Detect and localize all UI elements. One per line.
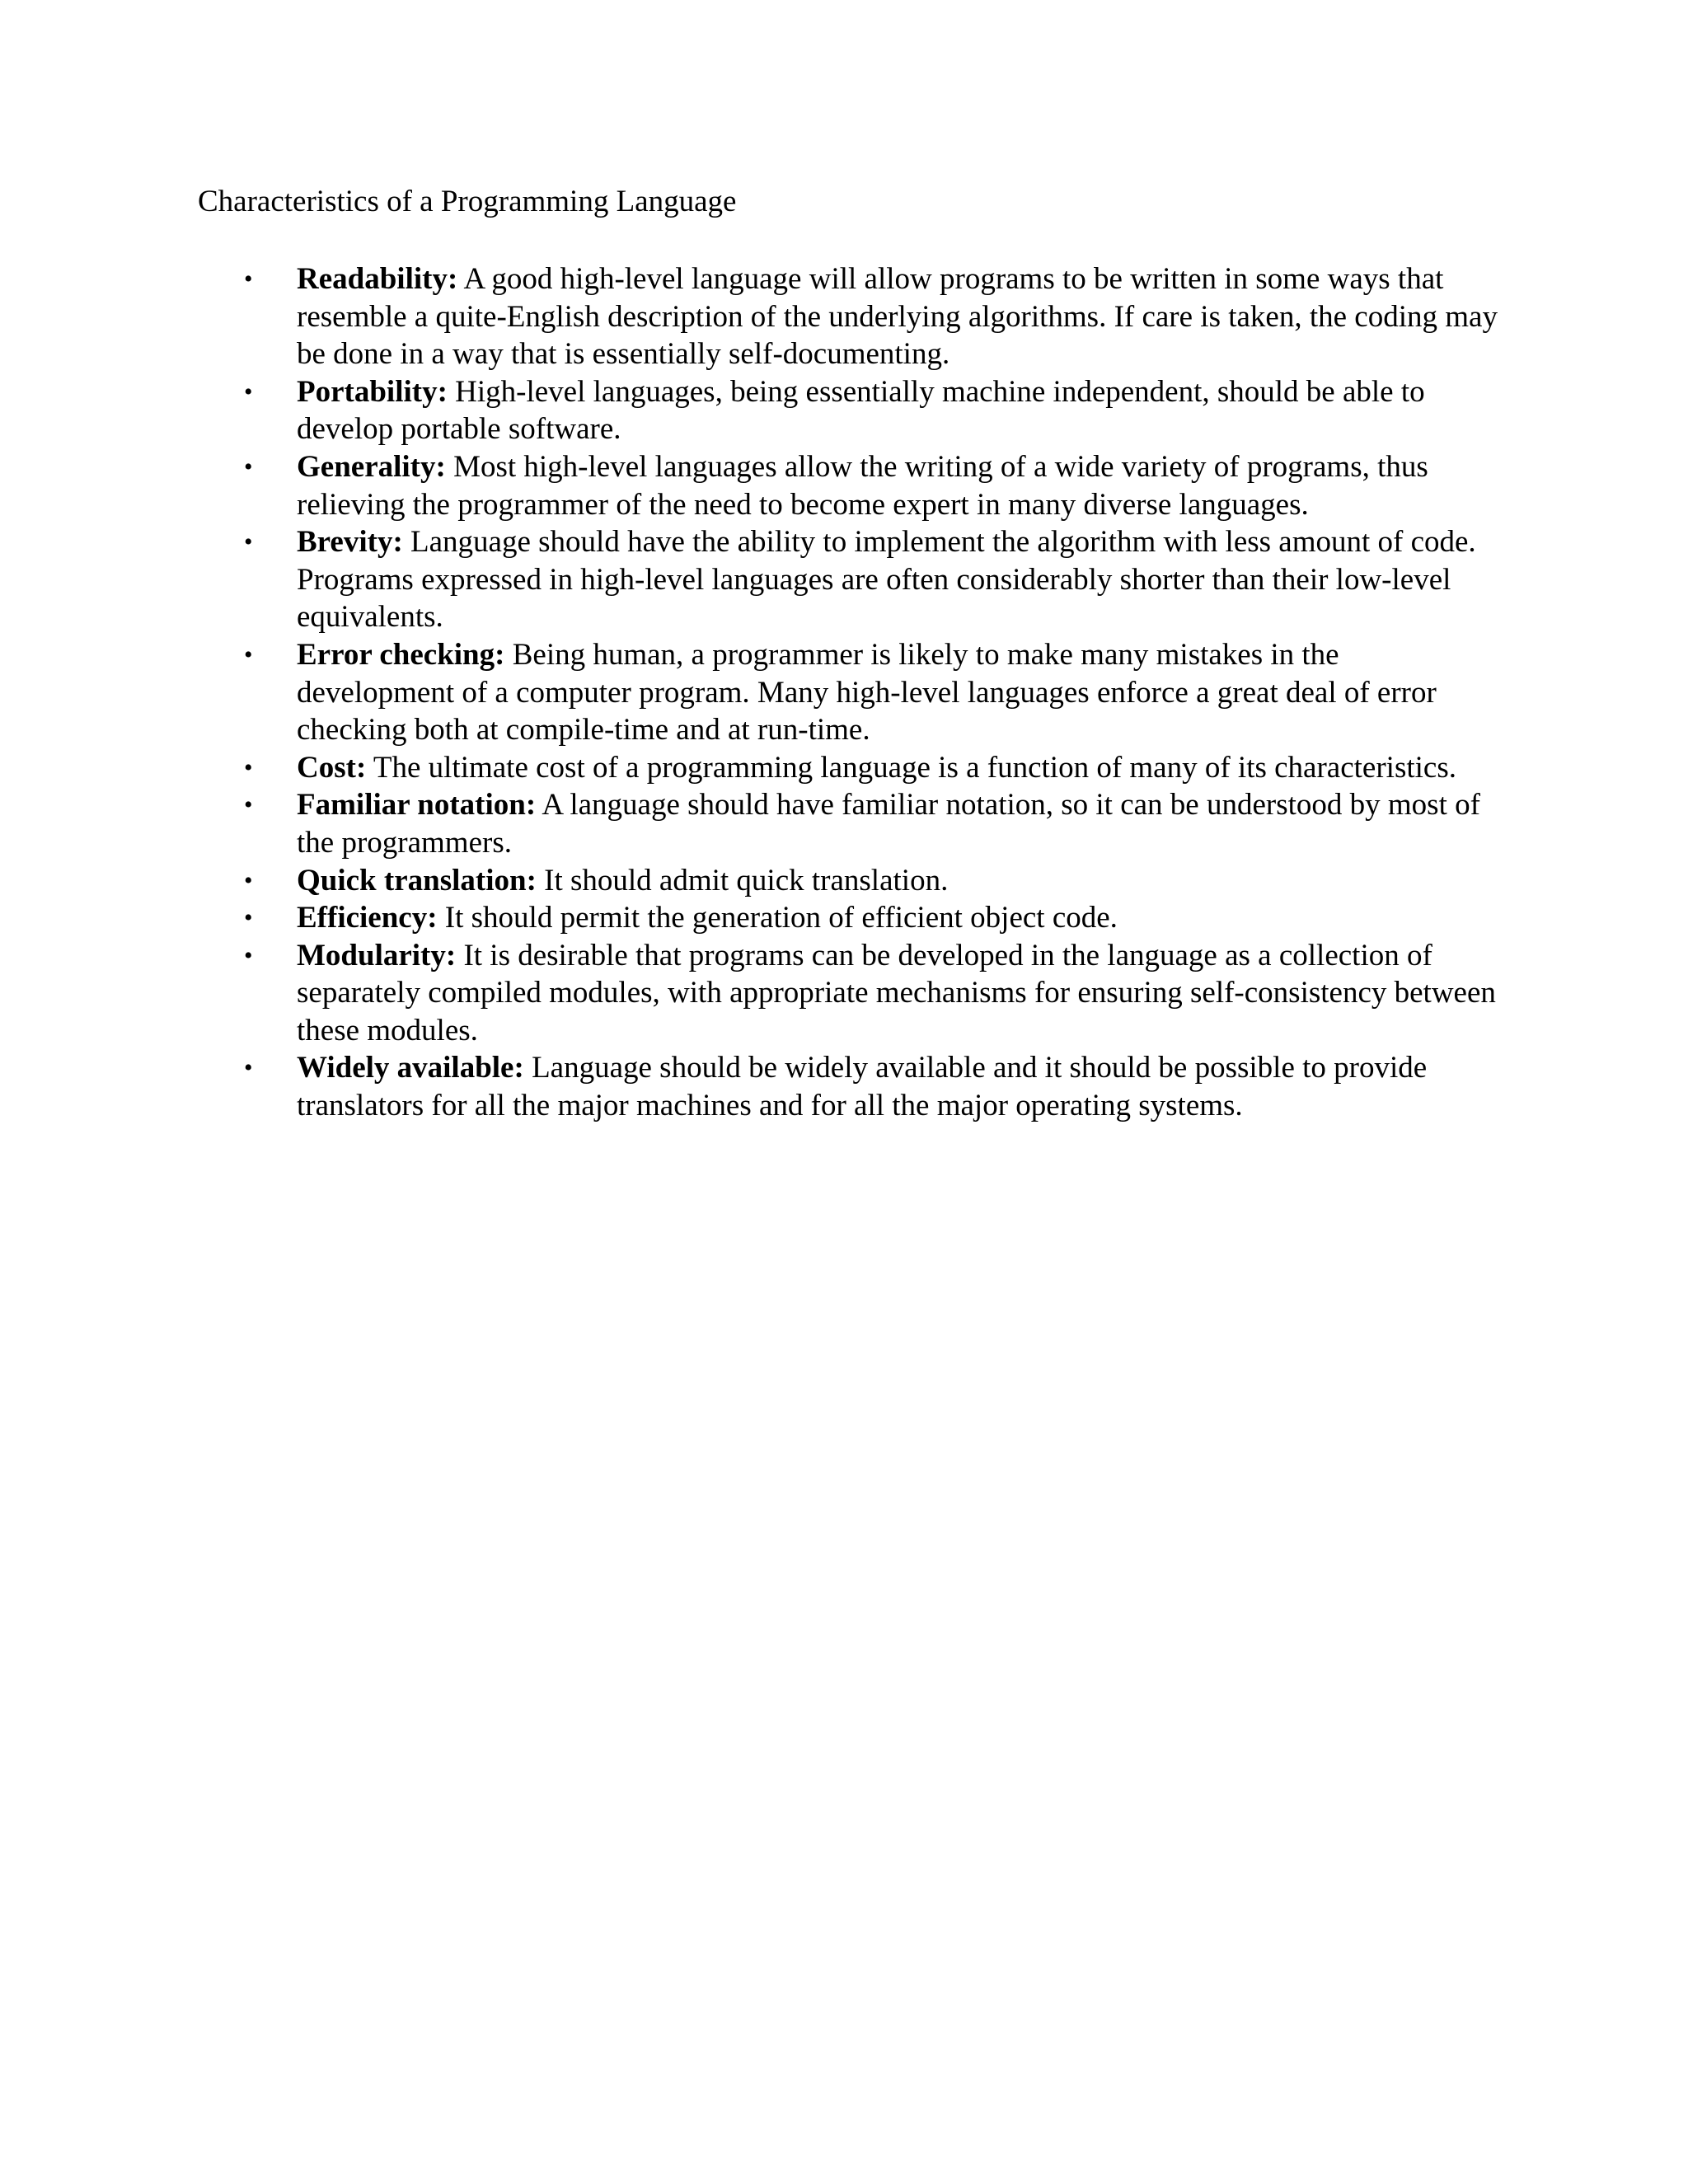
list-item-cost <box>198 749 1500 787</box>
item-description: Language should have the ability to implement the algorithm with less amount of code. Programs expressed in high-level languages are often considerably shorter than their low-level equivalents. <box>297 525 1476 635</box>
list-item-generality <box>198 448 1500 523</box>
list-item-brevity <box>198 523 1500 636</box>
bullet-icon: • <box>244 941 253 969</box>
list-item-portability <box>198 373 1500 448</box>
list-item-familiar-notation <box>198 786 1500 861</box>
characteristics-list <box>198 260 1500 1125</box>
item-term: Efficiency: <box>297 901 438 935</box>
list-item-readability <box>198 260 1500 373</box>
item-description: A language should have familiar notation, so it can be understood by most of the programmers. <box>297 788 1480 860</box>
list-item-widely-available <box>198 1049 1500 1124</box>
item-description: The ultimate cost of a programming language is a function of many of its characteristics. <box>373 750 1456 785</box>
list-item-efficiency <box>198 899 1500 937</box>
item-term: Modularity: <box>297 938 457 972</box>
bullet-icon: • <box>244 452 253 480</box>
bullet-icon: • <box>244 1054 253 1082</box>
page-title: Characteristics of a Programming Language <box>198 185 737 218</box>
item-description: It should permit the generation of efficient object code. <box>444 901 1118 935</box>
bullet-icon: • <box>244 866 253 894</box>
item-term: Generality: <box>297 449 446 484</box>
item-term: Cost: <box>297 750 367 785</box>
item-description: It is desirable that programs can be developed in the language as a collection of separately compiled modules, with appropriate mechanisms for ensuring self-consistency between these modules. <box>297 938 1496 1047</box>
item-term: Readability: <box>297 262 458 296</box>
item-description: High-level languages, being essentially machine independent, should be able to develop portable software. <box>297 374 1425 447</box>
item-description: It should admit quick translation. <box>544 863 949 898</box>
list-item-quick-translation <box>198 862 1500 900</box>
bullet-icon: • <box>244 791 253 819</box>
bullet-icon: • <box>244 904 253 932</box>
item-term: Portability: <box>297 374 448 409</box>
item-term: Brevity: <box>297 525 403 560</box>
item-description: A good high-level language will allow programs to be written in some ways that resemble a quite-English description of the underlying algorithms. If care is taken, the coding may be done in a way that is essentially self-documenting. <box>297 262 1498 372</box>
item-description: Most high-level languages allow the writing of a wide variety of programs, thus relieving the programmer of the need to become expert in many diverse languages. <box>297 449 1428 522</box>
item-description: Being human, a programmer is likely to make many mistakes in the development of a computer program. Many high-level languages enforce a great deal of error checking both at compile-time and at run-time. <box>297 637 1437 748</box>
bullet-icon: • <box>244 377 253 405</box>
bullet-icon: • <box>244 265 253 293</box>
item-description: Language should be widely available and it should be possible to provide translators for all the major machines and for all the major operating systems. <box>297 1051 1428 1123</box>
item-term: Widely available: <box>297 1051 524 1085</box>
bullet-icon: • <box>244 640 253 668</box>
bullet-icon: • <box>244 753 253 781</box>
bullet-icon: • <box>244 528 253 556</box>
item-term: Familiar notation: <box>297 788 537 823</box>
list-item-error-checking <box>198 636 1500 749</box>
item-term: Error checking: <box>297 637 505 672</box>
item-term: Quick translation: <box>297 863 537 898</box>
list-item-modularity <box>198 937 1500 1050</box>
